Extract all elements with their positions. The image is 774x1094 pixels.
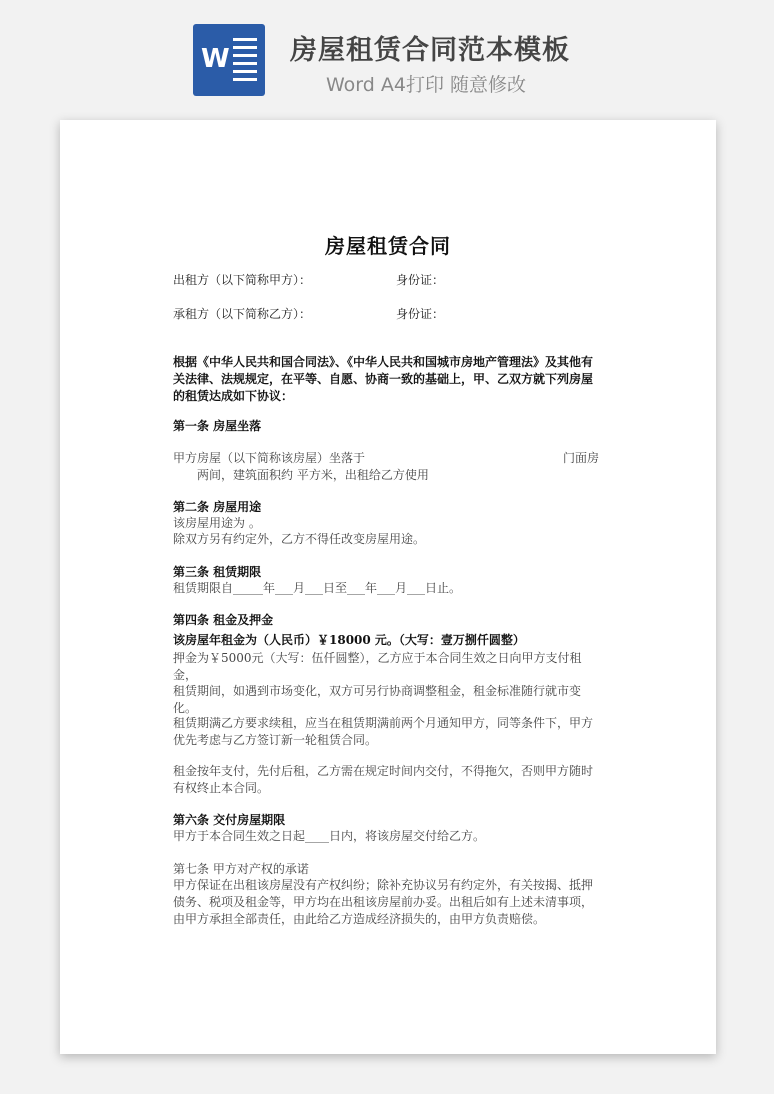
article-4-deposit: 押金为￥5000元（大写：伍仟圆整），乙方应于本合同生效之日向甲方支付租金， [173, 651, 582, 682]
article-6-title: 第六条 交付房屋期限 [173, 813, 286, 827]
article-3-title: 第三条 租赁期限 [173, 565, 262, 579]
article-4-adjustment: 租赁期间，如遇到市场变化，双方可另行协商调整租金，租金标准随行就市变化。 [173, 684, 582, 715]
document-title: 房屋租赁合同 [325, 234, 451, 258]
article-4-rent: 该房屋年租金为（人民币）￥18000 元。（大写：壹万捌仟圆整） [173, 633, 525, 647]
article-7-paragraph: 甲方保证在出租该房屋没有产权纠纷；除补充协议另有约定外，有关按揭、抵押债务、税项及租金等，甲方均在出租该房屋前办妥。出租后如有上述未清事项，由甲方承担全部责任，由此给乙方造成经济损失的，由甲方负责赔偿。 [173, 878, 594, 926]
word-icon [193, 24, 265, 96]
header-title: 房屋租赁合同范本模板 [290, 35, 570, 66]
lessee-label: 承租方（以下简称乙方）： [173, 307, 312, 321]
article-2-line-1: 该房屋用途为 。 [173, 516, 261, 530]
document-page [60, 120, 716, 1054]
lessee-id-label: 身份证： [396, 307, 445, 321]
article-4-title: 第四条 租金及押金 [173, 613, 274, 627]
article-2-line-2: 除双方另有约定外，乙方不得任改变房屋用途。 [173, 532, 426, 546]
page-header [0, 0, 774, 110]
article-3-line-1: 租赁期限自_____年___月___日至___年___月___日止。 [173, 581, 462, 595]
article-2-title: 第二条 房屋用途 [173, 500, 262, 514]
article-1-line-2: 两间，建筑面积约 平方米，出租给乙方使用 [197, 468, 429, 482]
article-1-line-1: 甲方房屋（以下简称该房屋）坐落于 [173, 451, 366, 465]
article-1-line-1-end: 门面房 [563, 451, 600, 465]
word-icon-letter: W [201, 44, 230, 74]
lessor-id-label: 身份证： [396, 273, 445, 287]
article-7-title: 第七条 甲方对产权的承诺 [173, 862, 309, 876]
article-4-payment: 租金按年支付，先付后租，乙方需在规定时间内交付，不得拖欠，否则甲方随时有权终止本合同。 [173, 764, 594, 795]
article-6-line-1: 甲方于本合同生效之日起____日内，将该房屋交付给乙方。 [173, 829, 486, 843]
header-subtitle: Word A4打印 随意修改 [326, 74, 527, 96]
lessor-label: 出租方（以下简称甲方）： [173, 273, 312, 287]
article-1-title: 第一条 房屋坐落 [173, 419, 262, 433]
intro-paragraph: 根据《中华人民共和国合同法》、《中华人民共和国城市房地产管理法》及其他有关法律、法规规定，在平等、自愿、协商一致的基础上，甲、乙双方就下列房屋的租赁达成如下协议： [173, 355, 594, 403]
article-4-renewal: 租赁期满乙方要求续租，应当在租赁期满前两个月通知甲方，同等条件下，甲方优先考虑与乙方签订新一轮租赁合同。 [173, 716, 594, 747]
word-icon-lines [233, 38, 257, 86]
